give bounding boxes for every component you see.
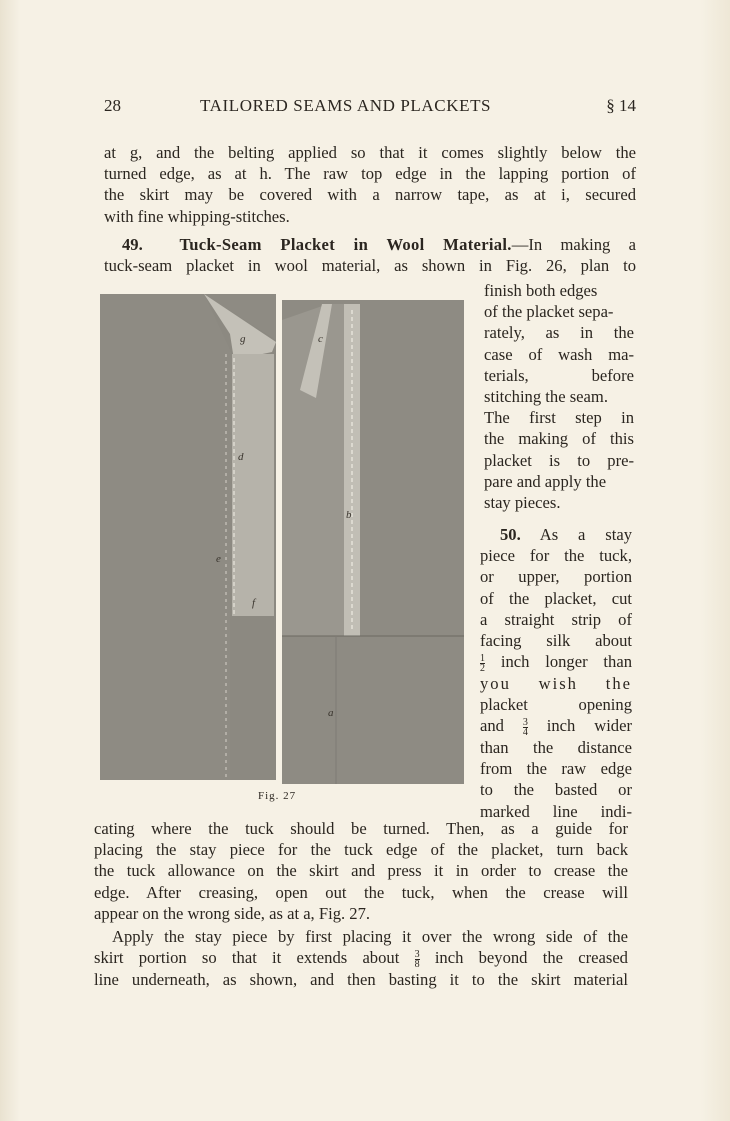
fraction-denominator: 4 [522, 727, 528, 738]
text-line: piece for the tuck, [480, 546, 632, 566]
section-50 [480, 524, 632, 822]
text-line: the skirt may be covered with a narrow tape, as at i, secured [104, 185, 636, 205]
figure-27-right-piece [282, 300, 464, 784]
page-number: 28 [104, 96, 121, 115]
fraction-numerator: 1 [480, 652, 485, 664]
fraction-denominator: 2 [480, 662, 485, 674]
figure-27-left-piece [100, 294, 276, 780]
label-c: c [318, 333, 323, 345]
text-line: to the basted or [480, 780, 632, 800]
text-line: pare and apply the [484, 471, 607, 491]
fraction-numerator: 3 [414, 948, 420, 960]
text-line: placket opening [480, 695, 632, 715]
paragraph-continued-below-figure [94, 818, 628, 924]
text-line: terials, before [484, 365, 634, 385]
section-heading-line [104, 234, 636, 255]
paragraph-continued [104, 142, 636, 227]
label-b: b [346, 509, 352, 521]
label-g: g [240, 333, 246, 345]
fraction-numerator: 3 [522, 717, 528, 728]
text-line: from the raw edge [480, 759, 632, 779]
text-fragment: inch wider [546, 716, 632, 736]
section-marker: § 14 [606, 96, 636, 115]
text-line: cating where the tuck should be turned. Then, as a guide for [94, 819, 628, 838]
text-line: finish both edges [484, 281, 598, 300]
fraction-three-eighths [415, 950, 420, 969]
text-fragment: and [480, 716, 504, 736]
text-line: stay pieces. [484, 493, 561, 513]
wrapped-text-column [484, 280, 634, 513]
section-heading: Tuck-Seam Placket in Wool Material. [179, 235, 512, 254]
text-line: a straight strip of [480, 609, 632, 629]
text-line: The first step in [484, 408, 634, 428]
text-line: placing the stay piece for the tuck edge of the placket, turn back [94, 840, 628, 860]
text-line: of the placket sepa- [484, 302, 614, 322]
text-line: tuck-seam placket in wool material, as shown in Fig. 26, plan to [104, 256, 636, 276]
section-50-first-line [480, 524, 632, 545]
paragraph-apply-stay-piece [94, 926, 628, 990]
section-number: 49. [122, 235, 143, 254]
label-a: a [328, 707, 334, 719]
text-line: rately, as in the [484, 323, 634, 343]
label-d: d [238, 451, 244, 463]
text-fragment: inch beyond the creased [434, 948, 628, 968]
text-line-with-fraction [480, 715, 632, 737]
text-line: appear on the wrong side, as at a, Fig. 27. [94, 903, 371, 923]
text-line: stitching the seam. [484, 387, 608, 407]
text-line: you wish the [480, 673, 632, 693]
text-line: with fine whipping-stitches. [104, 206, 290, 226]
running-title: TAILORED SEAMS AND PLACKETS [200, 96, 492, 115]
fraction-denominator: 8 [414, 958, 420, 970]
text-fragment: inch longer than [500, 652, 632, 672]
figure-caption: Fig. 27 [258, 790, 297, 802]
text-line: Apply the stay piece by first placing it over the wrong side of the [112, 927, 628, 946]
text-line: turned edge, as at h. The raw top edge in the lapping portion of [104, 164, 636, 184]
text-line: the making of this [484, 429, 634, 449]
text-line: marked line indi- [480, 801, 632, 821]
text-line: or upper, portion [480, 567, 632, 587]
text-line: case of wash ma- [484, 344, 634, 364]
text-line: the tuck allowance on the skirt and press it in order to crease the [94, 861, 628, 881]
text-fragment: skirt portion so that it extends about [94, 948, 400, 968]
text-fragment: As a stay [539, 525, 632, 544]
text-line: of the placket, cut [480, 588, 632, 608]
section-number: 50. [500, 525, 521, 544]
label-f: f [252, 597, 256, 609]
text-line: edge. After creasing, open out the tuck, when the crease will [94, 882, 628, 902]
text-fragment: —In making a [511, 235, 636, 254]
text-line-with-fraction [480, 651, 632, 673]
text-line-with-fraction [94, 947, 628, 969]
fraction-half [480, 654, 485, 673]
label-e: e [216, 553, 221, 565]
text-line: facing silk about [480, 631, 632, 651]
text-line: line underneath, as shown, and then basting it to the skirt material [94, 969, 628, 989]
running-header [104, 96, 636, 122]
text-line: placket is to pre- [484, 450, 634, 470]
section-49 [104, 234, 636, 276]
fraction-three-quarters [523, 718, 528, 737]
text-line: than the distance [480, 738, 632, 757]
stay-piece [232, 354, 274, 616]
text-line: at g, and the belting applied so that it comes slightly below the [104, 143, 636, 162]
